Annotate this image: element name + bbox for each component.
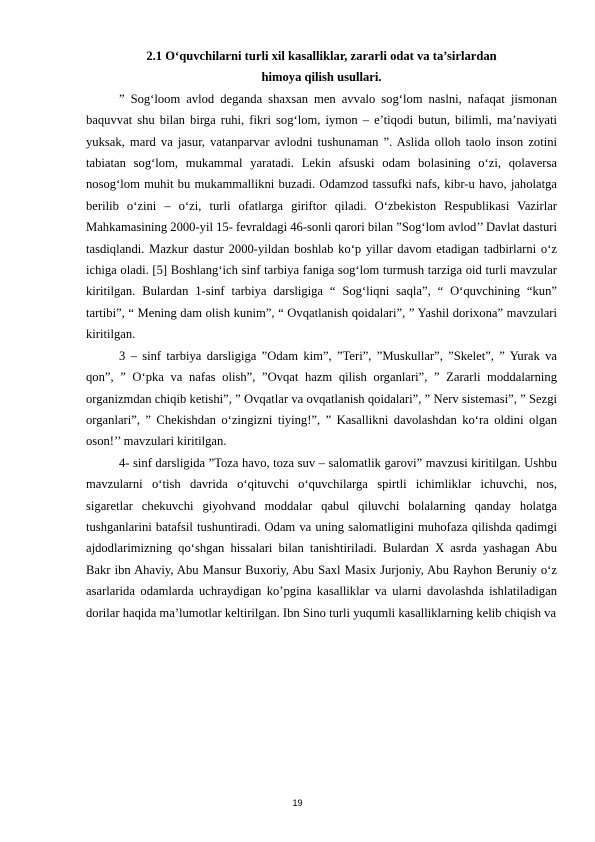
paragraph-2: 3 – sinf tarbiya darsligiga ”Odam kim”, ”Teri”, ”Muskullar”, ”Skelet”, ” Yurak va qon”, ” O‘pka va nafas olish”, ”Ovqat hazm qilish organlari”, ” Zararli moddalarning organizmdan chiqib ketishi”, ” Ovqatlar va ovqatlanish qoidalari”, ” Nerv sistemasi”, ” Sezgi organlari”, ” Chekishdan o‘zingizni tiying!”, ” Kasallikni davolashdan ko‘ra oldini olgan oson!’’ mavzulari kiritilgan.: [86, 348, 557, 449]
page-number: 19: [292, 798, 303, 808]
document-page: [86, 46, 557, 624]
section-title-line2: himoya qilish usullari.: [261, 70, 382, 85]
section-title-line1: 2.1 O‘quvchilarni turli xil kasalliklar, zararli odat va ta’sirlardan: [146, 49, 497, 63]
paragraph-1: ” Sog‘loom avlod deganda shaxsan men avvalo sog‘lom naslni, nafaqat jismonan baquvvat shu bilan birga ruhi, fikri sog‘lom, iymon – e’tiqodi butun, bilimli, ma’naviyati yuksak, mard va jasur, vatanparvar avlodni tushunaman ”. Aslida olloh taolo inson zotini tabiatan sog‘lom, mukammal yaratadi. Lekin afsuski odam bolasining o‘zi, qolaversa nosog‘lom muhit bu mukammallikni buzadi. Odamzod tassufki nafs, kibr-u havo, jaholatga berilib o‘zini – o‘zi, turli ofatlarga giriftor qiladi. O‘zbekiston Respublikasi Vazirlar Mahkamasining 2000-yil 15- fevraldagi 46-sonli qarori bilan ”Sog‘lom avlod’’ Davlat dasturi tasdiqlandi. Mazkur dastur 2000-yildan boshlab ko‘p yillar davom etadigan tadbirlarni o‘z ichiga oladi. [5] Boshlang‘ich sinf tarbiya faniga sog‘lom turmush tarziga oid turli mavzular kiritilgan. Bulardan 1-sinf tarbiya darsligiga “ Sog‘liqni saqla”, “ O‘quvchining “kun” tartibi”, “ Mening dam olish kunim”, “ Ovqatlanish qoidalari”, ” Yashil dorixona” mavzulari kiritilgan.: [86, 91, 557, 342]
section-title: [86, 46, 557, 89]
paragraph-3: 4- sinf darsligida ”Toza havo, toza suv – salomatlik garovi” mavzusi kiritilgan. Ushbu mavzularni o‘tish davrida o‘qituvchi o‘quvchilarga spirtli ichimliklar ichuvchi, nos, sigaretlar chekuvchi giyohvand moddalar qabul qiluvchi bolalarning qanday holatga tushganlarini batafsil tushuntiradi. Odam va uning salomatligini muhofaza qilishda qadimgi ajdodlarimizning qo‘shgan hissalari bilan tanishtiriladi. Bulardan X asrda yashagan Abu Bakr ibn Ahaviy, Abu Mansur Buxoriy, Abu Saxl Masix Jurjoniy, Abu Rayhon Beruniy o‘z asarlarida odamlarda uchraydigan ko’pgina kasalliklar va ularni davolashda ishlatiladigan dorilar haqida ma’lumotlar keltirilgan. Ibn Sino turli yuqumli kasalliklarning kelib chiqish va: [86, 455, 557, 620]
